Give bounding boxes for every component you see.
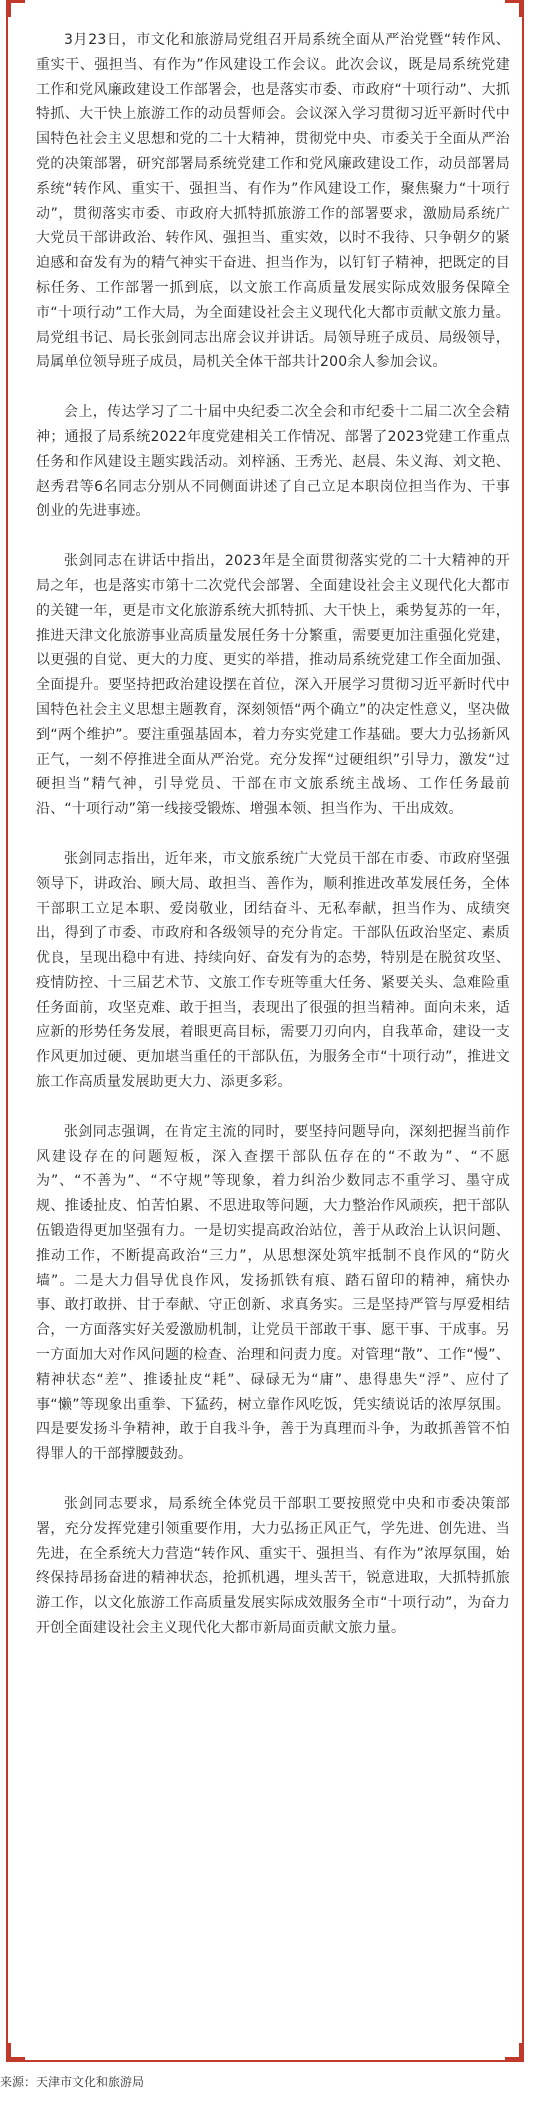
frame-corner-bottom-right <box>505 2043 522 2060</box>
article-paragraph: 张剑同志在讲话中指出，2023年是全面贯彻落实党的二十大精神的开局之年，也是落实市第十二次党代会部署、全面建设社会主义现代化大都市的关键一年，更是市文化旅游系统大抓特抓、大干快上，乘势复苏的一年，推进天津文化旅游事业高质量发展任务十分繁重，需要更加注重强化党建，以更强的自觉、更大的力度、更实的举措，推动局系统党建工作全面加强、全面提升。要坚持把政治建设摆在首位，深入开展学习贯彻习近平新时代中国特色社会主义思想主题教育，深刻领悟“两个确立”的决定性意义，坚决做到“两个维护”。要注重强基固本，着力夯实党建工作基础。要大力弘扬新风正气，一刻不停推进全面从严治党。充分发挥“过硬组织”引导力，激发“过硬担当”精气神，引导党员、干部在市文旅系统主战场、工作任务最前沿、“十项行动”第一线接受锻炼、增强本领、担当作为、干出成效。 <box>36 553 510 818</box>
frame-corner-top-left <box>8 0 25 17</box>
article-paragraph: 张剑同志要求，局系统全体党员干部职工要按照党中央和市委决策部署，充分发挥党建引领重要作用，大力弘扬正风正气，学先进、创先进、当先进，在全系统大力营造“转作风、重实干、强担当、有作为”浓厚氛围，始终保持昂扬奋进的精神状态，抢抓机遇，埋头苦干，锐意进取，大抓特抓旅游工作，以文化旅游工作高质量发展实际成效服务全市“十项行动”，为奋力开创全面建设社会主义现代化大都市新局面贡献文旅力量。 <box>36 1496 510 1637</box>
frame-corner-bottom-left <box>8 2043 25 2060</box>
article-paragraph: 3月23日，市文化和旅游局党组召开局系统全面从严治党暨“转作风、重实干、强担当、有作为”作风建设工作会议。此次会议，既是局系统党建工作和党风廉政建设工作部署会，也是落实市委、市政府“十项行动”、大抓特抓、大干快上旅游工作的动员誓师会。会议深入学习贯彻习近平新时代中国特色社会主义思想和党的二十大精神，贯彻党中央、市委关于全面从严治党的决策部署，研究部署局系统党建工作和党风廉政建设工作，动员部署局系统“转作风、重实干、强担当、有作为”作风建设工作，聚焦聚力“十项行动”，贯彻落实市委、市政府大抓特抓旅游工作的部署要求，激励局系统广大党员干部讲政治、转作风、强担当、重实效，以时不我待、只争朝夕的紧迫感和奋发有为的精气神实干奋进、担当作为，以钉钉子精神，把既定的目标任务、工作部署一抓到底，以文旅工作高质量发展实际成效服务保障全市“十项行动”工作大局，为全面建设社会主义现代化大都市贡献文旅力量。局党组书记、局长张剑同志出席会议并讲话。局领导班子成员、局级领导，局属单位领导班子成员，局机关全体干部共计200余人参加会议。 <box>36 32 510 371</box>
source-credit: 来源：天津市文化和旅游局 <box>0 2075 145 2089</box>
article-paragraph: 张剑同志指出，近年来，市文旅系统广大党员干部在市委、市政府坚强领导下，讲政治、顾大局、敢担当、善作为，顺利推进改革发展任务，全体干部职工立足本职、爱岗敬业，团结奋斗、无私奉献，担当作为、成绩突出，得到了市委、市政府和各级领导的充分肯定。干部队伍政治坚定、素质优良，呈现出稳中有进、持续向好、奋发有为的态势，特别是在脱贫攻坚、疫情防控、十三届艺术节、文旅工作专班等重大任务、紧要关头、急难险重任务面前，攻坚克难、敢于担当，表现出了很强的担当精神。面向未来，适应新的形势任务发展，着眼更高目标，需要刀刃向内，自我革命，建设一支作风更加过硬、更加堪当重任的干部队伍，为服务全市“十项行动”，推进文旅工作高质量发展助更大力、添更多彩。 <box>36 850 510 1091</box>
frame-corner-top-right <box>505 0 522 17</box>
article-paragraph: 张剑同志强调，在肯定主流的同时，要坚持问题导向，深刻把握当前作风建设存在的问题短板，深入查摆干部队伍存在的“不敢为”、“不愿为”、“不善为”、“不守规”等现象，着力纠治少数同志不重学习、墨守成规、推诿扯皮、怕苦怕累、不思进取等问题，大力整治作风顽疾，把干部队伍锻造得更加坚强有力。一是切实提高政治站位，善于从政治上认识问题、推动工作，不断提高政治“三力”，从思想深处筑牢抵制不良作风的“防火墙”。二是大力倡导优良作风，发扬抓铁有痕、踏石留印的精神，痛快办事、敢打敢拼、甘于奉献、守正创新、求真务实。三是坚持严管与厚爱相结合，一方面落实好关爱激励机制，让党员干部敢干事、愿干事、干成事。另一方面加大对作风问题的检查、治理和问责力度。对管理“散”、工作“慢”、精神状态“差”、推诿扯皮“耗”、碌碌无为“庸”、患得患失“浮”、应付了事“懒”等现象出重拳、下猛药，树立靠作风吃饭，凭实绩说话的浓厚氛围。四是要发扬斗争精神，敢于自我斗争，善于为真理而斗争，为敢抓善管不怕得罪人的干部撑腰鼓劲。 <box>36 1123 510 1463</box>
article-body <box>36 28 510 1666</box>
article-paragraph: 会上，传达学习了二十届中央纪委二次全会和市纪委十二届二次全会精神；通报了局系统2022年度党建相关工作情况、部署了2023党建工作重点任务和作风建设主题实践活动。刘梓涵、王秀光、赵晨、朱义海、刘文艳、赵秀君等6名同志分别从不同侧面讲述了自己立足本职岗位担当作为、干事创业的先进事迹。 <box>36 404 510 520</box>
